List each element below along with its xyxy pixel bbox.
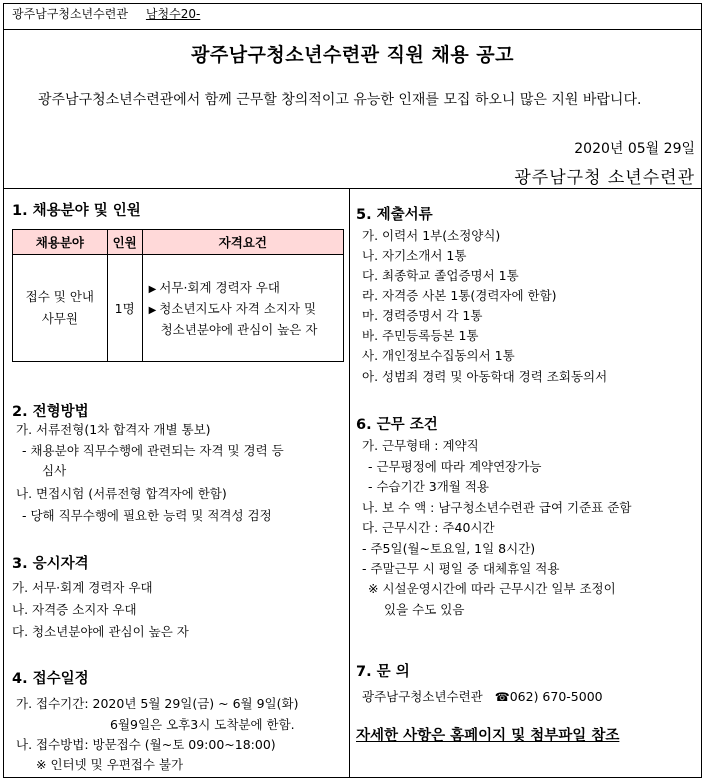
header-requirements: 자격요건 xyxy=(142,230,343,255)
header-count: 인원 xyxy=(107,230,142,255)
list-item: 나. 접수방법: 방문접수 (월~토 09:00~18:00) xyxy=(16,737,276,752)
list-item: - 주말근무 시 평일 중 대체휴일 적용 xyxy=(362,561,560,576)
field-cell: 접수 및 안내 사무원 xyxy=(13,255,108,362)
notice-text: 자세한 사항은 홈페이지 및 첨부파일 참조 xyxy=(356,728,620,744)
list-item: 다. 근무시간 : 주40시간 xyxy=(362,520,495,535)
header-field: 채용분야 xyxy=(13,230,108,255)
list-item: 마. 경력증명서 각 1통 xyxy=(362,308,483,323)
section4-title: 4. 접수일정 xyxy=(12,671,89,687)
list-item: 가. 서무·회계 경력자 우대 xyxy=(12,580,153,595)
document-code xyxy=(12,5,200,22)
triangle-bullet-icon: ▶ xyxy=(148,304,157,316)
list-item: 라. 자격증 사본 1통(경력자에 한함) xyxy=(362,288,557,303)
list-item: 사. 개인정보수집동의서 1통 xyxy=(362,348,515,363)
section2-title: 2. 전형방법 xyxy=(12,404,89,420)
list-item: ※ 인터넷 및 우편접수 불가 xyxy=(36,757,184,772)
list-item: 심사 xyxy=(42,463,67,478)
list-item: - 당해 직무수행에 필요한 능력 및 적격성 검정 xyxy=(22,508,272,523)
list-item: 가. 접수기간: 2020년 5월 29일(금) ~ 6월 9일(화) xyxy=(16,696,299,711)
list-item: 다. 청소년분야에 관심이 높은 자 xyxy=(12,624,189,639)
list-item: - 채용분야 직무수행에 관련되는 자격 및 경력 등 xyxy=(22,443,284,458)
list-item: 나. 자격증 소지자 우대 xyxy=(12,602,137,617)
header-org: 광주남구청소년수련관 xyxy=(12,7,128,21)
header-divider xyxy=(3,29,702,30)
requirements-cell: ▶ 서무·회계 경력자 우대 ▶ 청소년지도사 자격 소지자 및 청소년분야에 관심이 높은 자 xyxy=(142,255,343,362)
list-item: 바. 주민등록등본 1통 xyxy=(362,328,479,343)
list-item: 나. 면접시험 (서류전형 합격자에 한함) xyxy=(16,486,227,501)
list-item: 있을 수도 있음 xyxy=(384,602,465,617)
list-item: 가. 근무형태 : 계약직 xyxy=(362,438,479,453)
contact-org: 광주남구청소년수련관 xyxy=(362,689,483,704)
section7-title: 7. 문 의 xyxy=(356,664,410,680)
section1-title: 1. 채용분야 및 인원 xyxy=(12,203,141,219)
list-item: - 주5일(월~토요일, 1일 8시간) xyxy=(362,541,536,556)
organization-name: 광주남구청 소년수련관 xyxy=(514,168,695,188)
list-item: - 근무평정에 따라 계약연장가능 xyxy=(368,459,542,474)
section3-title: 3. 응시자격 xyxy=(12,556,89,572)
doc-number: 남청수20- xyxy=(145,7,201,21)
list-item: 가. 이력서 1부(소정양식) xyxy=(362,228,501,243)
list-item: 다. 최종학교 졸업증명서 1통 xyxy=(362,268,519,283)
section6-title: 6. 근무 조건 xyxy=(356,417,438,433)
announcement-date: 2020년 05월 29일 xyxy=(574,141,695,157)
list-item: 가. 서류전형(1차 합격자 개별 통보) xyxy=(16,422,211,437)
body-divider xyxy=(3,188,702,189)
phone-icon: ☎ xyxy=(494,690,510,704)
list-item: 나. 자기소개서 1통 xyxy=(362,248,467,263)
intro-paragraph: 광주남구청소년수련관에서 함께 근무할 창의적이고 유능한 인재를 모집 하오니 많은 지원 바랍니다. xyxy=(38,92,642,108)
list-item: 6월9일은 오후3시 도착분에 한함. xyxy=(110,717,295,732)
contact-phone: 062) 670-5000 xyxy=(509,689,603,704)
list-item: 나. 보 수 액 : 남구청소년수련관 급여 기준표 준함 xyxy=(362,500,632,515)
contact-line xyxy=(362,687,603,705)
list-item: 아. 성범죄 경력 및 아동학대 경력 조회동의서 xyxy=(362,369,608,384)
document-frame xyxy=(3,3,702,778)
table-header-row xyxy=(13,230,344,255)
list-item: ※ 시설운영시간에 따라 근무시간 일부 조정이 xyxy=(368,581,616,596)
column-divider xyxy=(349,188,350,778)
list-item: - 수습기간 3개월 적용 xyxy=(368,479,489,494)
jobs-table xyxy=(12,229,344,362)
count-cell: 1명 xyxy=(107,255,142,362)
table-row xyxy=(13,255,344,362)
section5-title: 5. 제출서류 xyxy=(356,207,433,223)
page-title: 광주남구청소년수련관 직원 채용 공고 xyxy=(190,44,514,66)
triangle-bullet-icon: ▶ xyxy=(148,283,157,295)
